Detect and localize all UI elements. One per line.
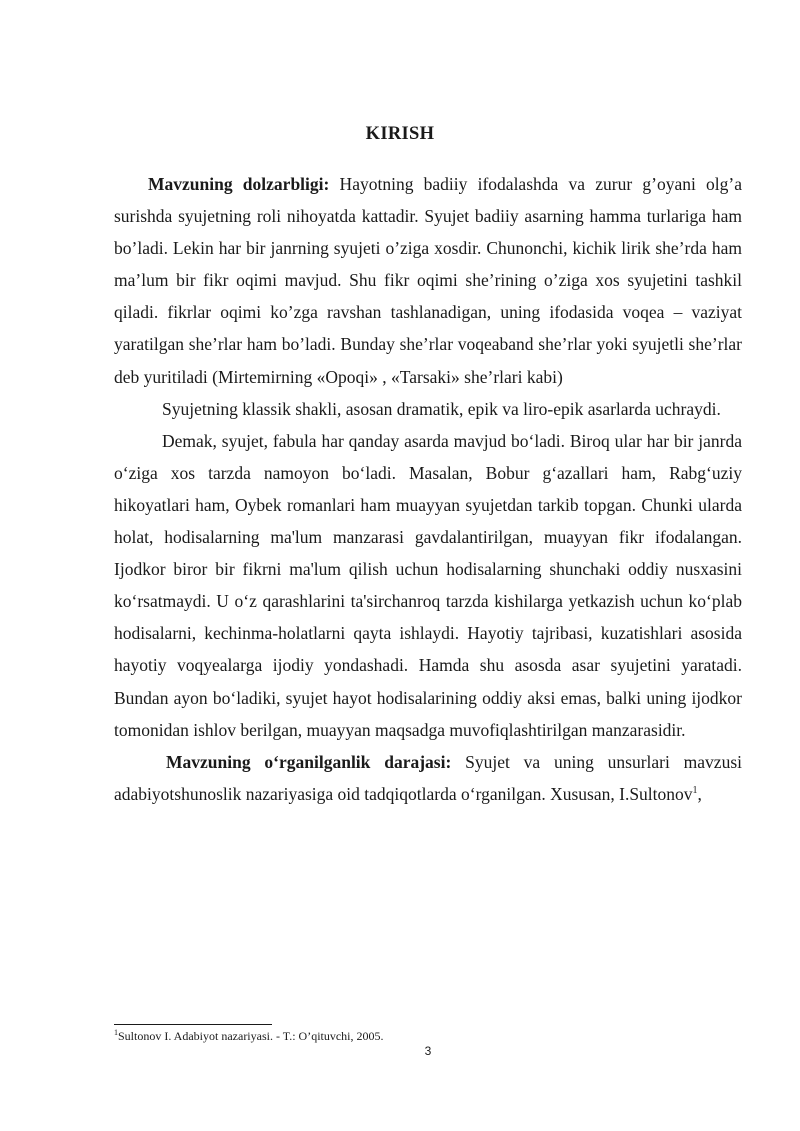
paragraph-plot-fabula: Demak, syujet, fabula har qanday asarda mavjud bo‘ladi. Biroq ular har bir janrda o‘ziga xos tarzda namoyon bo‘ladi. Masalan, Bobur g‘azallari ham, Rabg‘uziy hikoyatlari ham, Oybek romanlari ham muayyan syujetdan tarkib topgan. Chunki ularda holat, hodisalarning ma'lum manzarasi gavdalantirilgan, muayyan fikr ifodalangan. Ijodkor biror bir fikrni ma'lum qilish uchun hodisalarning shunchaki oddiy nusxasini ko‘rsatmaydi. U o‘z qarashlarini ta'sirchanroq tarzda kishilarga yetkazish uchun ko‘plab hodisalarni, kechinma-holatlarni qayta ishlaydi. Hayotiy tajribasi, kuzatishlari asosida hayotiy voqyealarga ijodiy yondashadi. Hamda shu asosda asar syujetini yaratadi. Bundan ayon bo‘ladiki, syujet hayot hodisalarining oddiy aksi emas, balki uning ijodkor tomonidan ishlov berilgan, muayyan maqsadga muvofiqlashtirilgan manzarasidir. <box>114 430 742 740</box>
footnote-divider <box>114 1024 272 1025</box>
page-number: 3 <box>424 1044 432 1058</box>
page-title: KIRISH <box>365 124 435 144</box>
paragraph-relevance <box>114 168 742 393</box>
paragraph-text: Syujet va uning unsurlari mavzusi adabiyotshunoslik nazariyasiga oid tadqiqotlarda o‘rganilgan. Xususan, I.Sultonov <box>114 751 742 804</box>
footnote-text: Sultonov I. Adabiyot nazariyasi. - T.: O’qituvchi, 2005. <box>118 1029 384 1043</box>
paragraph-lead: Mavzuning o‘rganilganlik darajasi: <box>166 751 452 772</box>
body-text <box>114 168 742 810</box>
footnote-reference[interactable]: 1 <box>692 784 698 796</box>
paragraph-study-level <box>114 746 742 810</box>
footnote-marker: 1 <box>114 1028 118 1037</box>
paragraph-text-end: , <box>697 783 702 804</box>
paragraph-text: Hayotning badiiy ifodalashda va zurur g’oyani olg’a surishda syujetning roli nihoyatda kattadir. Syujet badiiy asarning hamma turlariga ham bo’ladi. Lekin har bir janrning syujeti o’ziga xosdir. Chunonchi, kichik lirik she’rda ham ma’lum bir fikr oqimi mavjud. Shu fikr oqimi she’rining o’ziga xos syujetini tashkil qiladi. fikrlar oqimi ko’zga ravshan tashlanadigan, uning ifodasida voqea – vaziyat yaratilgan she’rlar ham bo’ladi. Bunday she’rlar voqeaband she’rlar yoki syujetli she’rlar deb yuritiladi (Mirtemirning «Opoqi» , «Tarsaki» she’rlari kabi) <box>114 174 743 387</box>
footnote <box>114 1029 384 1043</box>
paragraph-classic-form: Syujetning klassik shakli, asosan dramatik, epik va liro-epik asarlarda uchraydi. <box>162 398 721 419</box>
paragraph-lead: Mavzuning dolzarbligi: <box>148 174 330 194</box>
